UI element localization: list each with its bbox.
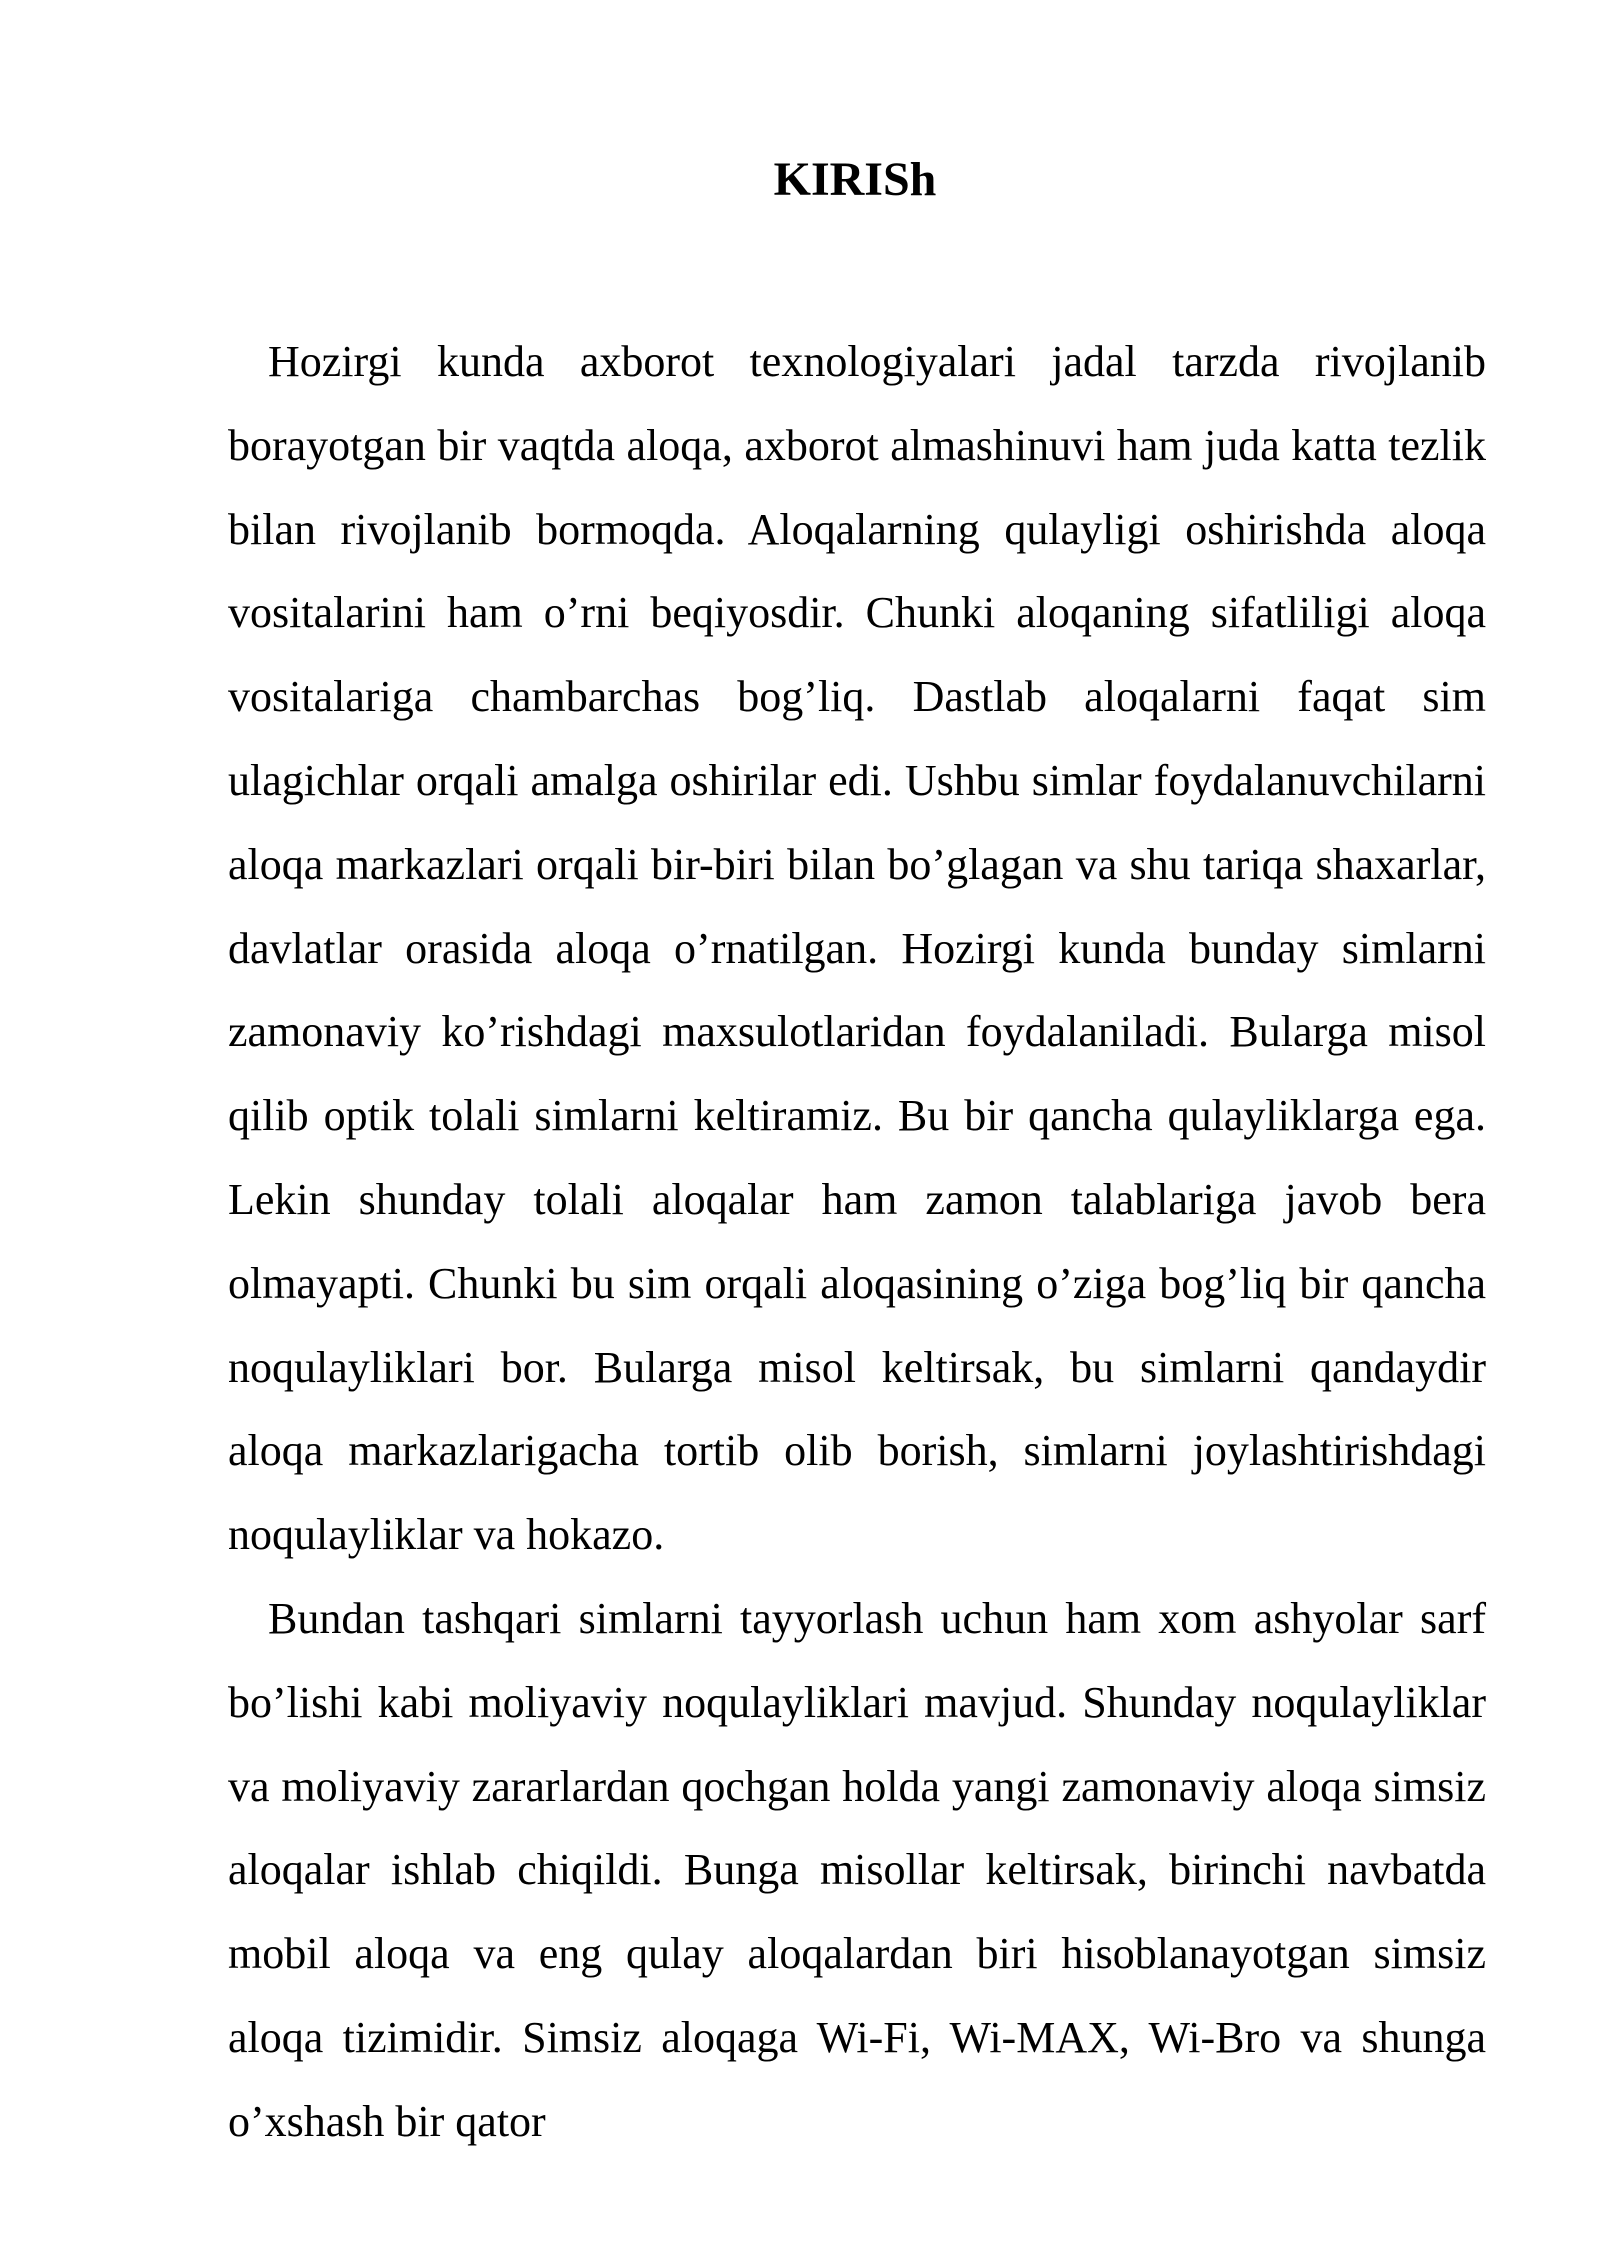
paragraph-1: Hozirgi kunda axborot texnologiyalari jadal tarzda rivojlanib borayotgan bir vaqtda aloqa, axborot almashinuvi ham juda katta tezlik bilan rivojlanib bormoqda. Aloqalarning qulayligi oshirishda aloqa vositalarini ham o’rni beqiyosdir. Chunki aloqaning sifatliligi aloqa vositalariga chambarchas bog’liq. Dastlab aloqalarni faqat sim ulagichlar orqali amalga oshirilar edi. Ushbu simlar foydalanuvchilarni aloqa markazlari orqali bir-biri bilan bo’glagan va shu tariqa shaxarlar, davlatlar orasida aloqa o’rnatilgan. Hozirgi kunda bunday simlarni zamonaviy ko’rishdagi maxsulotlaridan foydalaniladi. Bularga misol qilib optik tolali simlarni keltiramiz. Bu bir qancha qulayliklarga ega. Lekin shunday tolali aloqalar ham zamon talablariga javob bera olmayapti. Chunki bu sim orqali aloqasining o’ziga bog’liq bir qancha noqulayliklari bor. Bularga misol keltirsak, bu simlarni qandaydir aloqa markazlarigacha tortib olib borish, simlarni joylashtirishdagi noqulayliklar va hokazo. [228, 337, 1486, 1560]
paragraph-2: Bundan tashqari simlarni tayyorlash uchun ham xom ashyolar sarf bo’lishi kabi moliyaviy noqulayliklari mavjud. Shunday noqulayliklar va moliyaviy zararlardan qochgan holda yangi zamonaviy aloqa simsiz aloqalar ishlab chiqildi. Bunga misollar keltirsak, birinchi navbatda mobil aloqa va eng qulay aloqalardan biri hisoblanayotgan simsiz aloqa tizimidir. Simsiz aloqaga Wi-Fi, Wi-MAX, Wi-Bro va shunga o’xshash bir qator [228, 1593, 1486, 2146]
page-title: KIRISh [773, 153, 937, 206]
body-text [228, 320, 1486, 2164]
